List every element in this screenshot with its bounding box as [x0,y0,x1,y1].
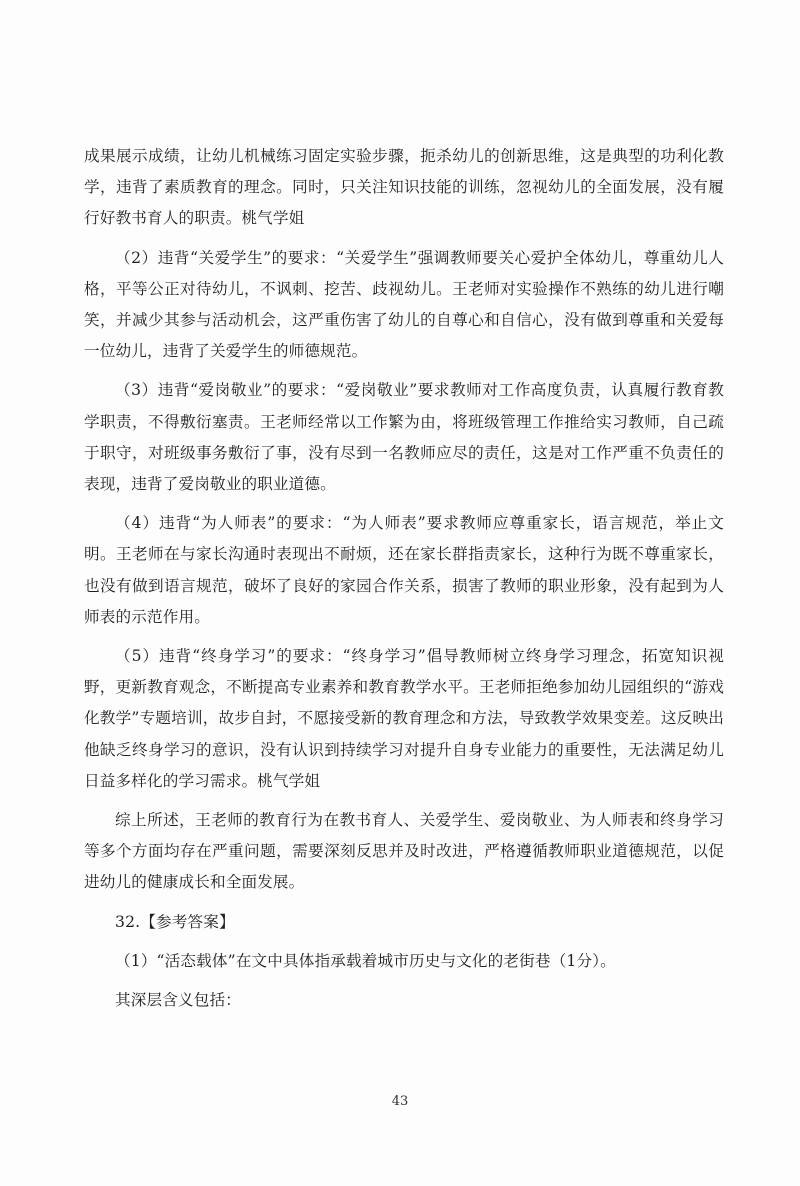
paragraph-continuation: 成果展示成绩，让幼儿机械练习固定实验步骤，扼杀幼儿的创新思维，这是典型的功利化教学，违背了素质教育的理念。同时，只关注知识技能的训练，忽视幼儿的全面发展，没有履行好教书育人的职责。桃气学姐 [84,147,724,228]
answer-point-1: （1）“活态载体”在文中具体指承载着城市历史与文化的老街巷（1分）。 [115,951,616,970]
paragraph-point-5: （5）违背“终身学习”的要求：“终身学习”倡导教师树立终身学习理念，拓宽知识视野，更新教育观念，不断提高专业素养和教育教学水平。王老师拒绝参加幼儿园组织的“游戏化教学”专题培训，故步自封，不愿接受新的教育理念和方法，导致教学效果变差。这反映出他缺乏终身学习的意识，没有认识到持续学习对提升自身专业能力的重要性，无法满足幼儿日益多样化的学习需求。桃气学姐 [84,647,724,790]
question-heading: 32.【参考答案】 [115,912,235,931]
paragraph-summary: 综上所述，王老师的教育行为在教书育人、关爱学生、爱岗敬业、为人师表和终身学习等多个方面均存在严重问题，需要深刻反思并及时改进，严格遵循教师职业道德规范，以促进幼儿的健康成长和全面发展。 [84,811,724,892]
answer-intro: 其深层含义包括： [115,991,241,1010]
body-text [84,141,724,1016]
paragraph-point-2: （2）违背“关爱学生”的要求：“关爱学生”强调教师要关心爱护全体幼儿，尊重幼儿人格，平等公正对待幼儿，不讽刺、挖苦、歧视幼儿。王老师对实验操作不熟练的幼儿进行嘲笑，并减少其参与活动机会，这严重伤害了幼儿的自尊心和自信心，没有做到尊重和关爱每一位幼儿，违背了关爱学生的师德规范。 [84,248,724,361]
page-number: 43 [391,1094,409,1109]
paragraph-point-4: （4）违背“为人师表”的要求：“为人师表”要求教师应尊重家长，语言规范，举止文明。王老师在与家长沟通时表现出不耐烦，还在家长群指责家长，这种行为既不尊重家长，也没有做到语言规范，破坏了良好的家园合作关系，损害了教师的职业形象，没有起到为人师表的示范作用。 [84,514,724,626]
paragraph-point-3: （3）违背“爱岗敬业”的要求：“爱岗敬业”要求教师对工作高度负责，认真履行教育教学职责，不得敷衍塞责。王老师经常以工作繁为由，将班级管理工作推给实习教师，自己疏于职守，对班级事务敷衍了事，没有尽到一名教师应尽的责任，这是对工作严重不负责任的表现，违背了爱岗敬业的职业道德。 [84,381,724,494]
